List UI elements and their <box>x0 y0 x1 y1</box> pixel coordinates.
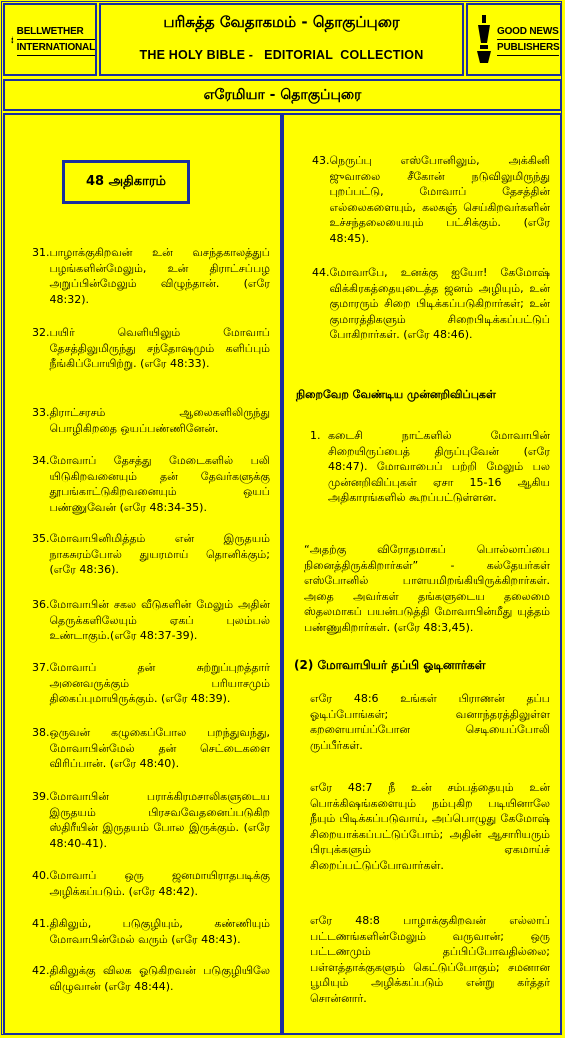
fled-paragraph-1: எரே 48:6 உங்கள் பிராணன் தப்ப ஓடிப்போங்கள்; வனாந்தரத்திலுள்ள கறளையாய்ப்போன செடியைப்போலி ருப்பீர்கள். <box>310 692 550 752</box>
logo-left-line1: BELLWETHER <box>17 24 95 40</box>
logo-right-line2: PUBLISHERS <box>497 40 559 56</box>
verse-item: 33. திராட்சரசம் ஆலைகளிலிருந்து பொழிகிறதை ஒயப்பண்ணினேன். <box>32 406 270 435</box>
verse-item: 31. பாழாக்குகிறவன் உன் வசந்தகாலத்துப் பழங்களின்மேலும், உன் திராட்சப்பழ அறுப்பின்மேலும் விழுந்தான். (எரே 48:32). <box>32 246 270 306</box>
logo-right-line1: GOOD NEWS <box>497 24 559 40</box>
verse-item: 43. நெருப்பு எஸ்போனிலும், அக்கினி ஜுவாலை சீகோன் நடுவிலுமிருந்து புறப்பட்டு, மோவாப் தேசத்தின் எல்லைகளையும், கலகஞ் செய்கிறவர்களின் உச்சந்தலையையும் பட்சிக்கும். (எரே 48:45). <box>312 154 550 245</box>
verse-item: 44. மோவாபே, உனக்கு ஐயோ! கேமோஷ் விக்கிரகத்தையுடைத்த ஜனம் அழியும், உன் குமாரரும் சிறை பிடிக்கப்படுகிறார்கள்; உன் குமாரத்திகளும் சிறைபிடிக்கப்பட்டுப் போகிறார்கள். (எரே 48:46). <box>312 266 550 341</box>
header-title-box <box>99 3 464 76</box>
verse-item: 34. மோவாப் தேசத்து மேடைகளில் பலி யிடுகிறவனையும் தன் தேவர்களுக்கு தூபங்காட்டுகிறவனையும் ஒயப் பண்ணுவேன் (எரே 48:34-35). <box>32 454 270 514</box>
quote-paragraph: “அதற்கு விரோதமாகப் பொல்லாப்பை நினைத்திருக்கிறார்கள்” - கல்தேயர்கள் எஸ்போனில் பாளயமிறங்கியிருக்கிறார்கள். அதை அவர்கள் தங்களுடைய தலைமை ஸ்தலமாகப் பயன்படுத்தி மோவாபின்மீது யுத்தம் பண்ணுகிறார்கள். (எரே 48:3,45). <box>304 543 550 634</box>
lamp-icon <box>474 13 494 67</box>
chapter-label: 48 அதிகாரம் <box>62 160 190 204</box>
verse-item: 41. திகிலும், படுகுழியும், கண்ணியும் மோவாபின்மேல் வரும் (எரே 48:43). <box>32 917 270 946</box>
verse-item: 35. மோவாபினிமித்தம் என் இருதயம் நாகசுரம்போல் துயரமாய் தொனிக்கும்; (எரே 48:36). <box>32 532 270 576</box>
prophecy-heading: நிறைவேற வேண்டிய முன்னறிவிப்புகள் <box>296 388 496 401</box>
verse-item: 39. மோவாபின் பராக்கிரமசாலிகளுடைய இருதயம் பிரசவவேதனைப்படுகிற ஸ்திரீயின் இருதயம் போல இருக்கும். (எரே 48:40-41). <box>32 790 270 850</box>
fled-heading: (2) மோவாபியர் தப்பி ஓடினார்கள் <box>294 658 486 672</box>
verse-item: 32. பயிர் வெளியிலும் மோவாப் தேசத்திலுமிருந்து சந்தோஷமும் களிப்பும் நீங்கிப்போயிற்று. (எரே 48:33). <box>32 326 270 370</box>
publisher-logo-right <box>466 3 562 76</box>
verse-item: 40. மோவாப் ஒரு ஜனமாயிராதபடிக்கு அழிக்கப்படும். (எரே 48:42). <box>32 869 270 898</box>
header-title-english: THE HOLY BIBLE - EDITORIAL COLLECTION <box>139 48 424 62</box>
verse-item: 38. ஒருவன் கழுகைப்போல பறந்துவந்து, மோவாபின்மேல் தன் செட்டைகளை விரிப்பான். (எரே 48:40). <box>32 726 270 770</box>
publisher-logo-left <box>3 3 97 76</box>
verse-item: 36. மோவாபின் சகல வீடுகளின் மேலும் அதின் தெருக்களிலேயும் ஏகப் புலம்பல் உண்டாகும்.(எரே 48:37-39). <box>32 598 270 642</box>
prophecy-item: 1. கடைசி நாட்களில் மோவாபின் சிறையிருப்பைத் திருப்புவேன் (எரே 48:47). மோவாபைப் பற்றி மேலும் பல முன்னறிவிப்புகள் ஏசா 15-16 ஆகிய அதிகாரங்களில் கூறப்பட்டுள்ளன. <box>310 429 550 504</box>
page-subtitle: எரேமியா - தொகுப்புரை <box>203 87 362 103</box>
lamp-icon <box>11 13 14 67</box>
header-title-tamil: பரிசுத்த வேதாகமம் - தொகுப்புரை <box>163 13 400 31</box>
subtitle-box <box>3 79 562 111</box>
verse-item: 42. திகிலுக்கு விலக ஓடுகிறவன் படுகுழியிலே விழுவான் (எரே 48:44). <box>32 964 270 993</box>
fled-paragraph-3: எரே 48:8 பாழாக்குகிறவன் எல்லாப் பட்டணங்களின்மேலும் வருவான்; ஒரு பட்டணமும் தப்பிப்போவதில்லை; பள்ளத்தாக்குகளும் கெட்டுப்போகும்; சமனான பூமியும் அழிக்கப்படும் என்று கர்த்தர் சொன்னார். <box>310 914 550 1005</box>
verse-item: 37. மோவாப் தன் சுற்றுப்புறத்தார் அனைவருக்கும் பரியாசமும் திகைப்புமாயிருக்கும். (எரே 48:39). <box>32 661 270 705</box>
logo-left-line2: INTERNATIONAL <box>17 40 95 56</box>
fled-paragraph-2: எரே 48:7 நீ உன் சம்பத்தையும் உன் பொக்கிஷங்களையும் நம்புகிற படியினாலே நீயும் பிடிக்கப்படுவாய், அப்பொழுது கேமோஷ் சிறையாக்கப்பட்டுப்போம்; அதின் ஆசாரியரும் பிரபுக்களும் ஏகமாய்ச் சிறைப்பட்டுப்போவார்கள். <box>310 781 550 872</box>
